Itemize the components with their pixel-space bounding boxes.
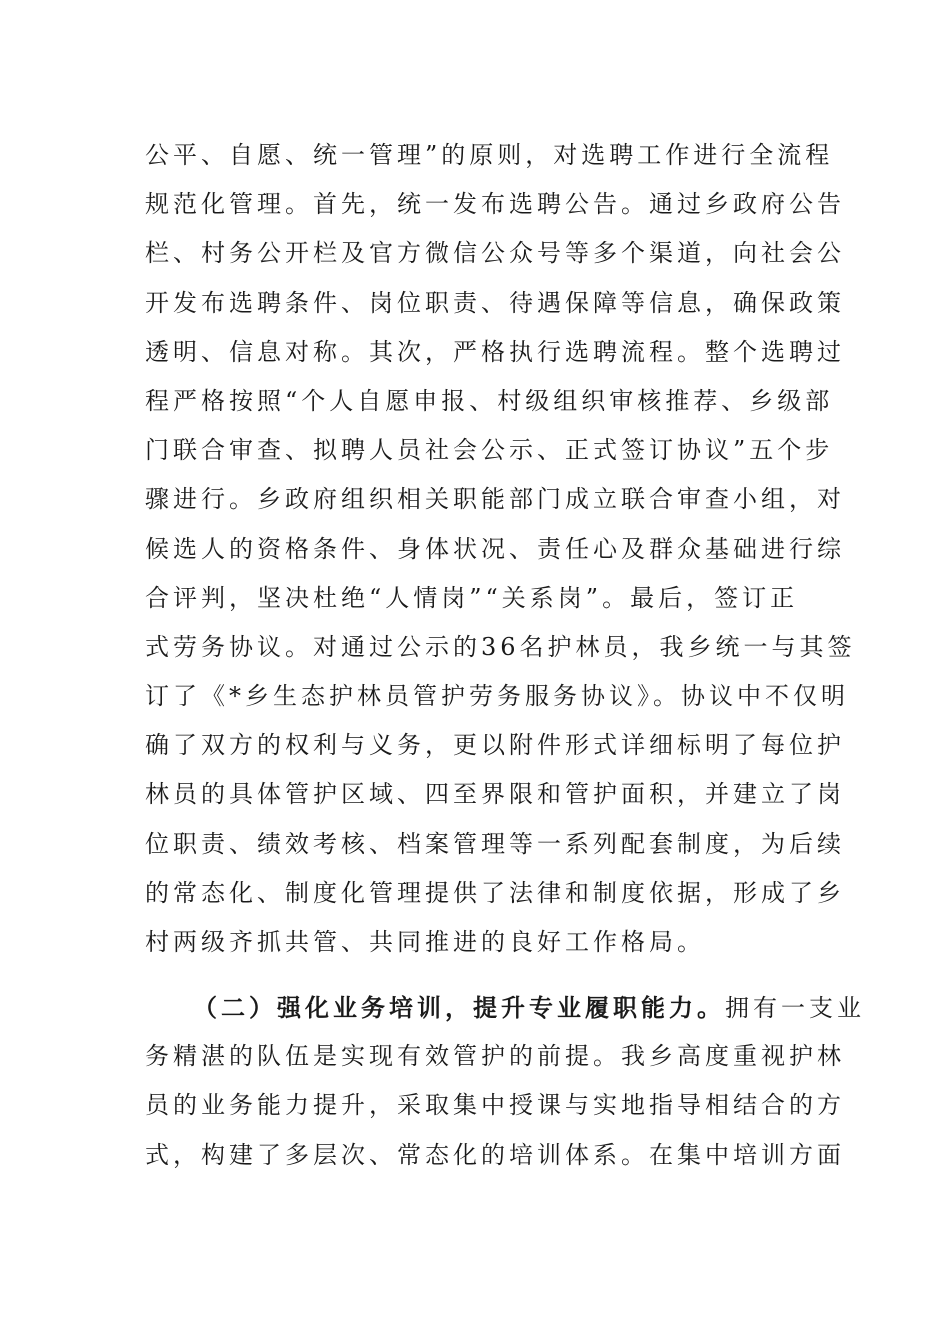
text-line: 务精湛的队伍是实现有效管护的前提。我乡高度重视护林 bbox=[145, 1042, 845, 1071]
text-line: 合评判，坚决杜绝“人情岗”“关系岗”。最后，签订正 bbox=[145, 583, 799, 612]
text-line: 栏、村务公开栏及官方微信公众号等多个渠道，向社会公 bbox=[145, 239, 845, 268]
text-line: 林员的具体管护区域、四至界限和管护面积，并建立了岗 bbox=[145, 780, 845, 809]
text-line: 程严格按照“个人自愿申报、村级组织审核推荐、乡级部 bbox=[145, 386, 834, 415]
paragraph-2 bbox=[145, 983, 865, 1180]
text-line: 村两级齐抓共管、共同推进的良好工作格局。 bbox=[145, 928, 705, 956]
text-line: 的常态化、制度化管理提供了法律和制度依据，形成了乡 bbox=[145, 878, 845, 907]
paragraph-1 bbox=[145, 131, 856, 967]
text-line: 订了《*乡生态护林员管护劳务服务协议》。协议中不仅明 bbox=[145, 682, 849, 711]
text-line: 确了双方的权利与义务，更以附件形式详细标明了每位护 bbox=[145, 731, 845, 760]
text-line: 式劳务协议。对通过公示的36名护林员，我乡统一与其签 bbox=[145, 632, 856, 661]
text-line: 透明、信息对称。其次，严格执行选聘流程。整个选聘过 bbox=[145, 337, 845, 366]
text-line: 员的业务能力提升，采取集中授课与实地指导相结合的方 bbox=[145, 1091, 845, 1120]
heading-continuation: 拥有一支业 bbox=[725, 994, 865, 1022]
text-line: 公平、自愿、统一管理”的原则，对选聘工作进行全流程 bbox=[145, 141, 834, 169]
text-line: 开发布选聘条件、岗位职责、待遇保障等信息，确保政策 bbox=[145, 288, 845, 317]
text-line: 式，构建了多层次、常态化的培训体系。在集中培训方面 bbox=[145, 1140, 845, 1169]
text-line: 规范化管理。首先，统一发布选聘公告。通过乡政府公告 bbox=[145, 190, 845, 219]
text-line-first bbox=[145, 983, 865, 1032]
text-line: 门联合审查、拟聘人员社会公示、正式签订协议”五个步 bbox=[145, 436, 834, 465]
text-line: 候选人的资格条件、身体状况、责任心及群众基础进行综 bbox=[145, 534, 845, 563]
text-line: 位职责、绩效考核、档案管理等一系列配套制度，为后续 bbox=[145, 829, 845, 858]
text-line: 骤进行。乡政府组织相关职能部门成立联合审查小组，对 bbox=[145, 485, 845, 514]
section-heading: （二）强化业务培训，提升专业履职能力。 bbox=[193, 993, 725, 1022]
